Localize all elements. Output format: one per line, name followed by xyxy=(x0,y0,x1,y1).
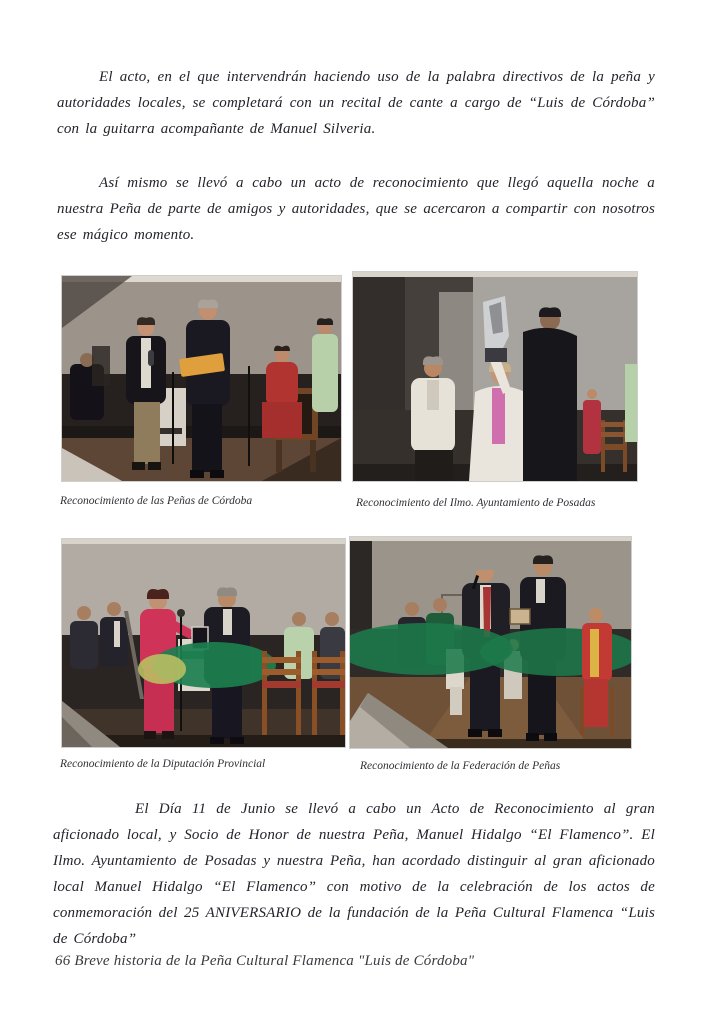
photo-ayuntamiento-posadas xyxy=(353,272,637,481)
paragraph-reconocimiento-noche: Así mismo se llevó a cabo un acto de reconocimiento que llegó aquella noche a nuestra Peña de parte de amigos y autoridades, que se acercaron a compartir con nosotros ese mágico momento. xyxy=(57,175,655,243)
page-footer-running-title: 66 Breve historia de la Peña Cultural Flamenca "Luis de Córdoba" xyxy=(55,953,475,969)
caption-ayuntamiento-posadas: Reconocimiento del Ilmo. Ayuntamiento de Posadas xyxy=(356,497,596,509)
caption-diputacion-provincial: Reconocimiento de la Diputación Provincial xyxy=(60,758,266,770)
caption-federacion-penas: Reconocimiento de la Federación de Peñas xyxy=(360,760,561,772)
paragraph-acto-reconocimiento-11-junio: El Día 11 de Junio se llevó a cabo un Acto de Reconocimiento al gran aficionado local, y Socio de Honor de nuestra Peña, Manuel Hidalgo “El Flamenco”. El Ilmo. Ayuntamiento de Posadas y nuestra Peña, han acordado distinguir al gran aficionado local Manuel Hidalgo “El Flamenco” con motivo de la celebración de los actos de conmemoración del 25 ANIVERSARIO de la fundación de la Peña Cultural Flamenca “Luis de Córdoba” xyxy=(53,801,655,947)
paragraph-acto: El acto, en el que intervendrán haciendo uso de la palabra directivos de la peña y autoridades locales, se completará con un recital de cante a cargo de “Luis de Córdoba” con la guitarra acompañante de Manuel Silveria. xyxy=(57,69,655,137)
photo-diputacion-provincial xyxy=(62,539,345,747)
stage-photo-image xyxy=(350,537,631,748)
stage-photo-image xyxy=(353,272,637,481)
photo-penas-cordoba xyxy=(62,276,341,481)
caption-penas-cordoba: Reconocimiento de las Peñas de Córdoba xyxy=(60,495,253,507)
stage-photo-image xyxy=(62,276,341,481)
photo-federacion-penas xyxy=(350,537,631,748)
stage-photo-image xyxy=(62,539,345,747)
